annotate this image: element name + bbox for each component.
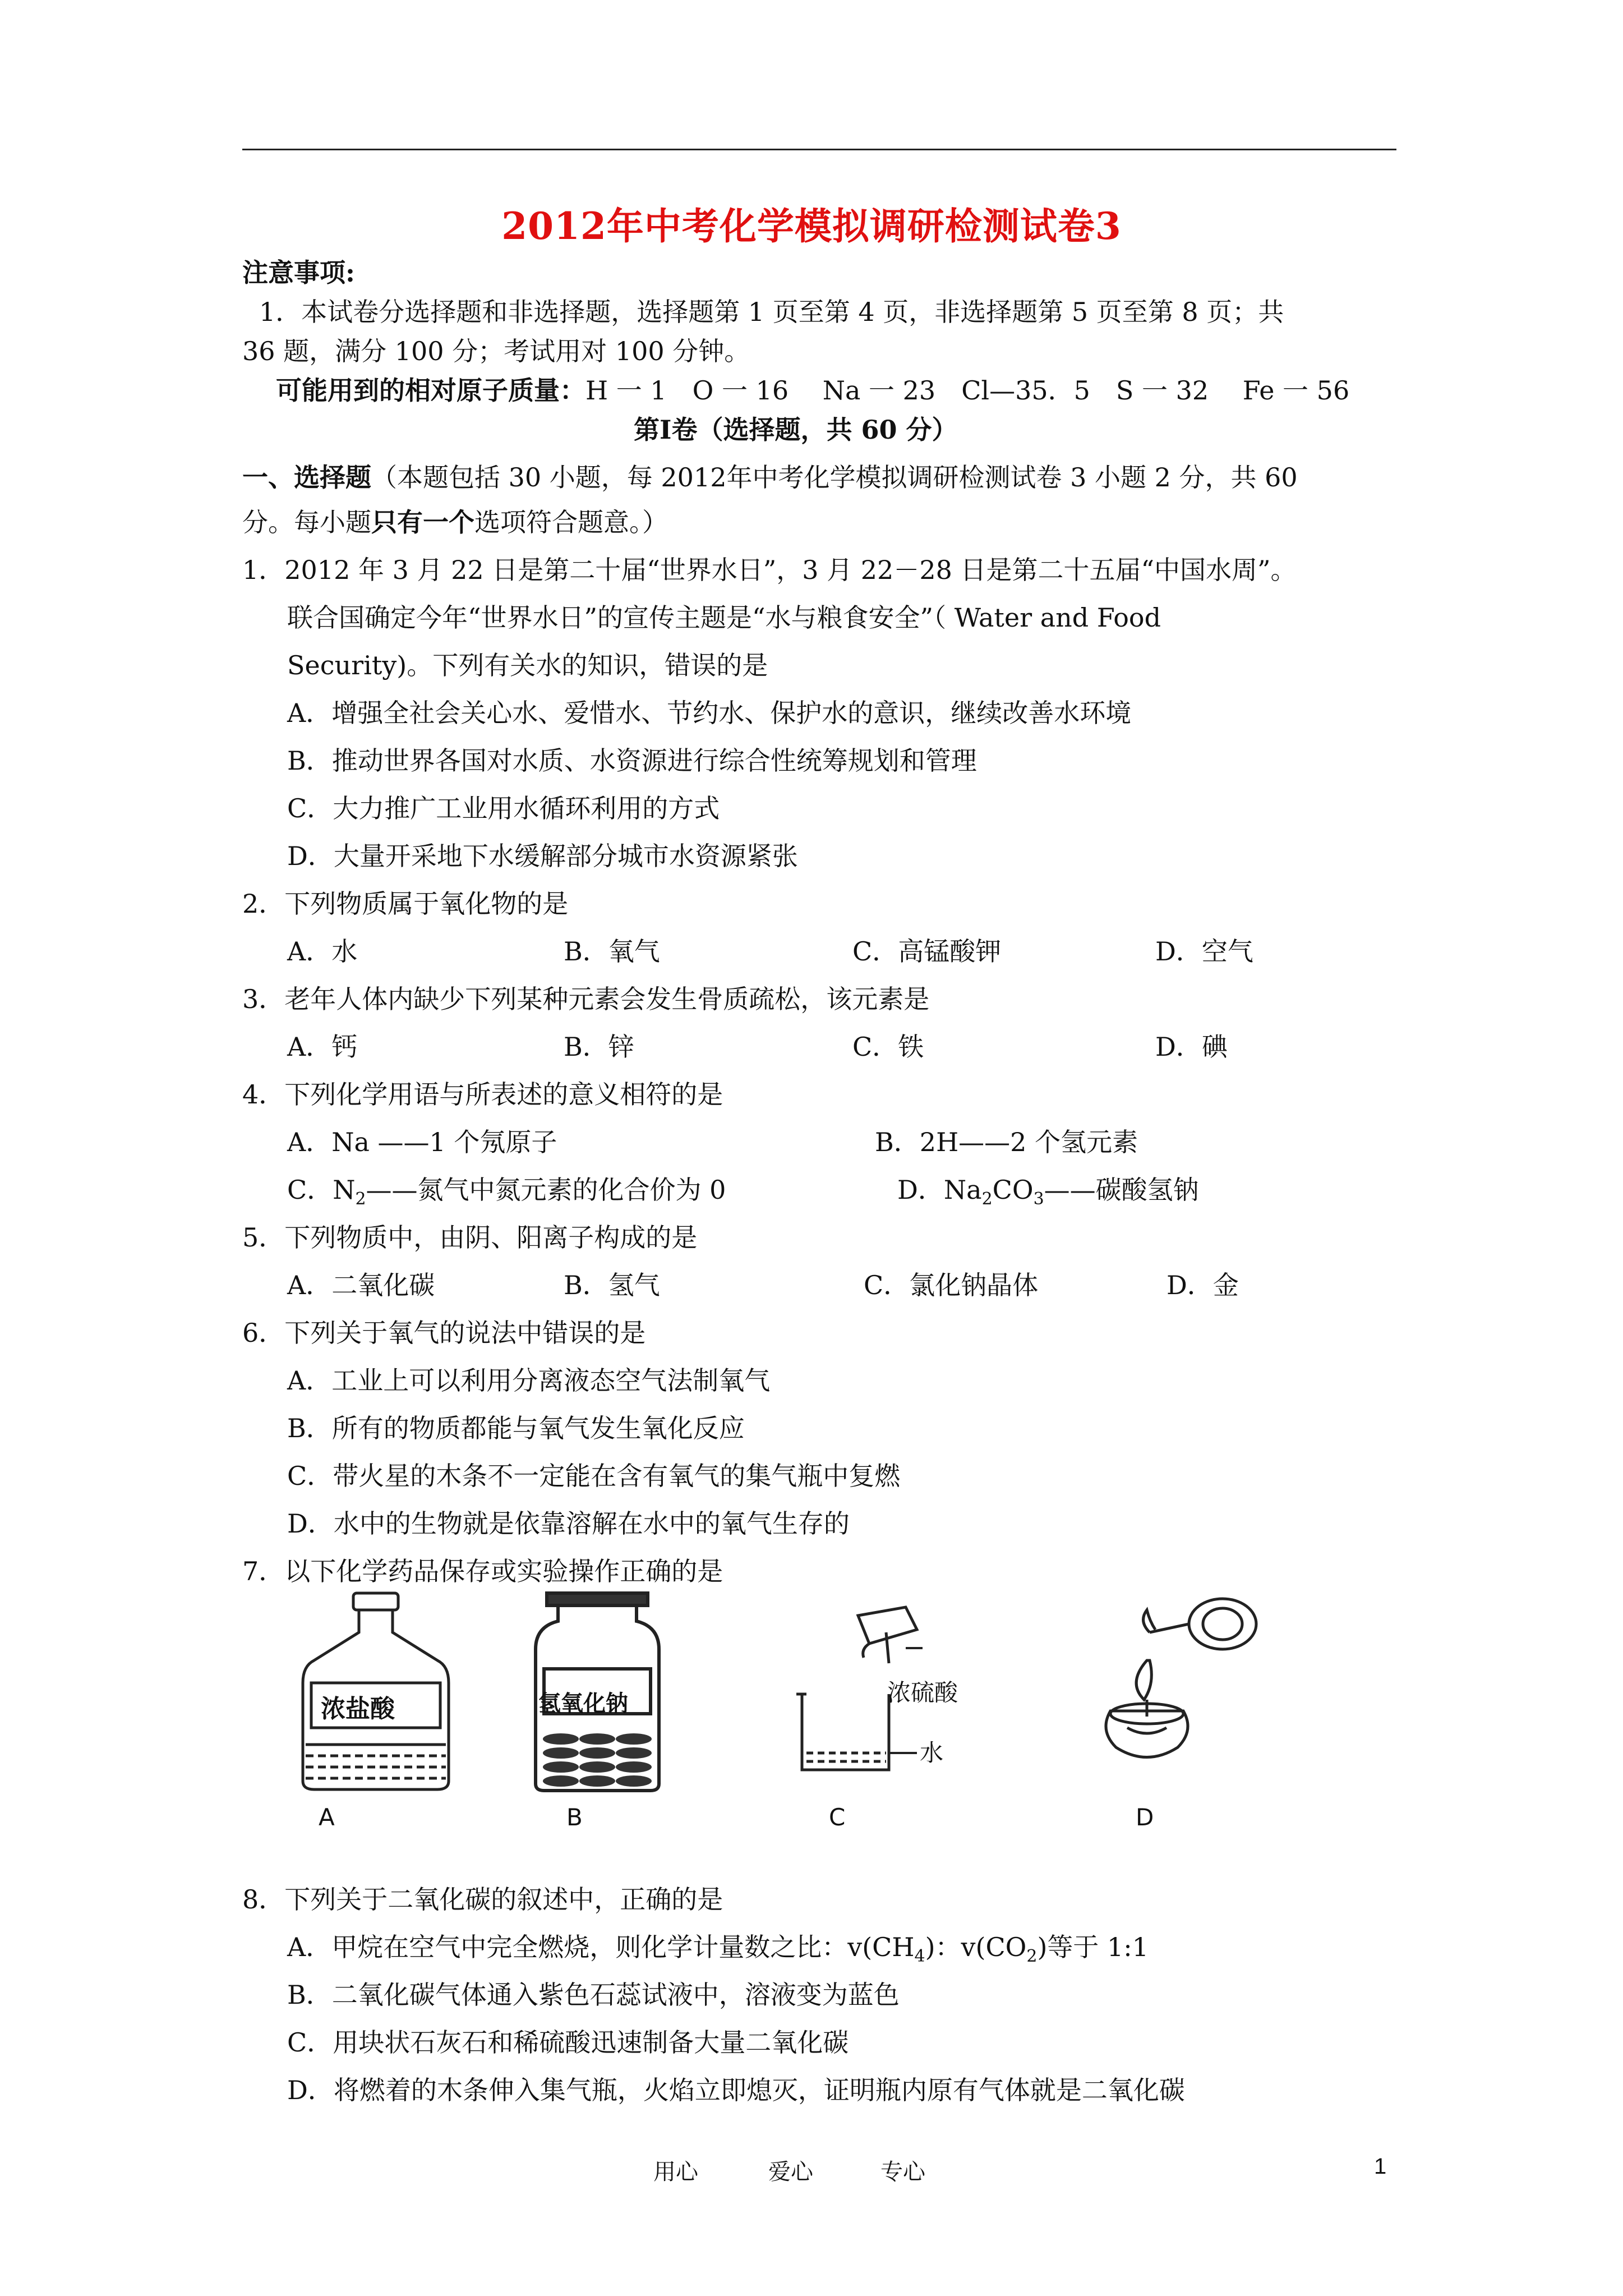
footer-text-3: 专心: [880, 2159, 925, 2185]
q8-a-sub1: 4: [914, 1947, 925, 1967]
part1-label: 一、选择题: [242, 462, 371, 493]
q7-figure-a-label: 浓盐酸: [321, 1695, 395, 1723]
part1-text-post: 选项符合题意。）: [474, 507, 668, 537]
notice-1-line2: 36 题，满分 100 分；考试用对 100 分钟。: [242, 336, 750, 366]
footer-text-1: 用心: [653, 2159, 698, 2185]
q4-option-c: [287, 1170, 726, 1209]
q4-d-sub1: 2: [981, 1189, 993, 1209]
q1-option-d: D．大量开采地下水缓解部分城市水资源紧张: [287, 841, 798, 871]
q7-figure-c-label-water: 水: [920, 1739, 944, 1766]
atomic-mass-line: [276, 370, 1349, 407]
q1-stem-line1: 1．2012 年 3 月 22 日是第二十届“世界水日”，3 月 22－28 日是第二十五届“中国水周”。: [242, 555, 1297, 585]
page-title: 2012年中考化学模拟调研检测试卷3: [501, 204, 1122, 248]
q4-stem: 4．下列化学用语与所表述的意义相符的是: [242, 1079, 723, 1110]
notice-heading: 注意事项:: [242, 257, 355, 288]
q8-option-c: C．用块状石灰石和稀硫酸迅速制备大量二氧化碳: [287, 2027, 849, 2058]
q7-figure-c-label-acid: 浓硫酸: [887, 1679, 958, 1706]
q3-option-c: C．铁: [852, 1032, 924, 1062]
atomic-mass-values: H 一 1 O 一 16 Na 一 23 Cl—35．5 S 一 32 Fe 一 56: [585, 375, 1350, 406]
footer-text-2: 爱心: [768, 2159, 813, 2185]
notice-1-line1: 1．本试卷分选择题和非选择题，选择题第 1 页至第 4 页，非选择题第 5 页至第 8 页；共: [259, 297, 1284, 327]
q8-stem: 8．下列关于二氧化碳的叙述中，正确的是: [242, 1884, 723, 1915]
q5-option-c: C．氯化钠晶体: [864, 1270, 1039, 1300]
q3-option-a: A．钙: [287, 1032, 358, 1062]
atomic-mass-label: 可能用到的相对原子质量：: [276, 375, 585, 406]
q7-letter-c: C: [829, 1803, 846, 1831]
q1-option-a: A．增强全社会关心水、爱惜水、节约水、保护水的意识，继续改善水环境: [287, 698, 1132, 728]
section-title: 第Ⅰ卷（选择题，共 60 分）: [634, 415, 958, 445]
q7-letter-d: D: [1136, 1803, 1154, 1831]
q7-figure-b-label: 氢氧化钠: [538, 1691, 628, 1717]
q3-option-b: B．锌: [564, 1032, 634, 1062]
header-rule: [242, 149, 1396, 150]
part1-text-pre: 分。每小题: [242, 507, 371, 537]
q5-option-a: A．二氧化碳: [287, 1270, 435, 1300]
q8-option-b: B．二氧化碳气体通入紫色石蕊试液中，溶液变为蓝色: [287, 1980, 900, 2010]
q7-letter-a: A: [319, 1803, 335, 1831]
q5-stem: 5．下列物质中，由阴、阳离子构成的是: [242, 1222, 698, 1253]
q4-option-b: B．2H——2 个氢元素: [875, 1127, 1138, 1157]
q8-a-sub2: 2: [1026, 1947, 1038, 1967]
q2-option-c: C．高锰酸钾: [852, 936, 1002, 967]
q1-stem-line3: Security)。下列有关水的知识，错误的是: [287, 650, 768, 680]
page-number: 1: [1374, 2154, 1387, 2179]
q3-stem: 3．老年人体内缺少下列某种元素会发生骨质疏松，该元素是: [242, 984, 930, 1014]
part1-text-emphasis: 只有一个: [371, 507, 474, 537]
q4-d-sub2: 3: [1033, 1189, 1044, 1209]
q3-option-d: D．碘: [1155, 1032, 1228, 1062]
q7-stem: 7．以下化学药品保存或实验操作正确的是: [242, 1556, 723, 1586]
q4-d-post: ——碳酸氢钠: [1044, 1175, 1199, 1205]
q4-c-sub: 2: [355, 1189, 366, 1209]
q8-a-pre: A．甲烷在空气中完全燃烧，则化学计量数之比：v(CH: [287, 1932, 915, 1962]
q1-stem-line2: 联合国确定今年“世界水日”的宣传主题是“水与粮食安全”（ Water and Food: [287, 602, 1161, 633]
q4-c-pre: C．N: [287, 1175, 356, 1205]
part1-instructions-line2: [242, 502, 668, 539]
q2-stem: 2．下列物质属于氧化物的是: [242, 889, 569, 919]
q8-option-a: [287, 1927, 1149, 1966]
q7-figure-c-pointer: [889, 1747, 920, 1759]
q7-letter-b: B: [566, 1803, 583, 1831]
q8-a-post: )等于 1:1: [1037, 1932, 1149, 1962]
q7-figure-d-alcohol-lamp: [1094, 1588, 1279, 1767]
part1-instructions-line1: [242, 457, 1298, 494]
q6-stem: 6．下列关于氧气的说法中错误的是: [242, 1318, 646, 1348]
q1-option-b: B．推动世界各国对水质、水资源进行综合性统筹规划和管理: [287, 746, 977, 776]
q6-option-d: D．水中的生物就是依靠溶解在水中的氧气生存的: [287, 1508, 850, 1539]
q5-option-d: D．金: [1166, 1270, 1239, 1300]
q4-c-post: ——氮气中氮元素的化合价为 0: [366, 1175, 726, 1205]
q8-a-mid: )：v(CO: [925, 1932, 1027, 1962]
q6-option-b: B．所有的物质都能与氧气发生氧化反应: [287, 1413, 745, 1443]
q4-option-d: [897, 1170, 1199, 1209]
q4-d-mid: CO: [992, 1175, 1034, 1205]
q5-option-b: B．氢气: [564, 1270, 660, 1300]
q6-option-a: A．工业上可以利用分离液态空气法制氧气: [287, 1365, 771, 1396]
q4-d-pre: D．Na: [897, 1175, 982, 1205]
q2-option-b: B．氧气: [564, 936, 660, 967]
q2-option-d: D．空气: [1155, 936, 1253, 967]
q8-option-d: D．将燃着的木条伸入集气瓶，火焰立即熄灭，证明瓶内原有气体就是二氧化碳: [287, 2075, 1185, 2105]
q2-option-a: A．水: [287, 936, 358, 967]
q4-option-a: A．Na ——1 个氖原子: [287, 1127, 557, 1157]
q1-option-c: C．大力推广工业用水循环利用的方式: [287, 793, 720, 823]
part1-text: （本题包括 30 小题，每 2012年中考化学模拟调研检测试卷 3 小题 2 分，共 60: [371, 462, 1298, 493]
q6-option-c: C．带火星的木条不一定能在含有氧气的集气瓶中复燃: [287, 1461, 901, 1491]
